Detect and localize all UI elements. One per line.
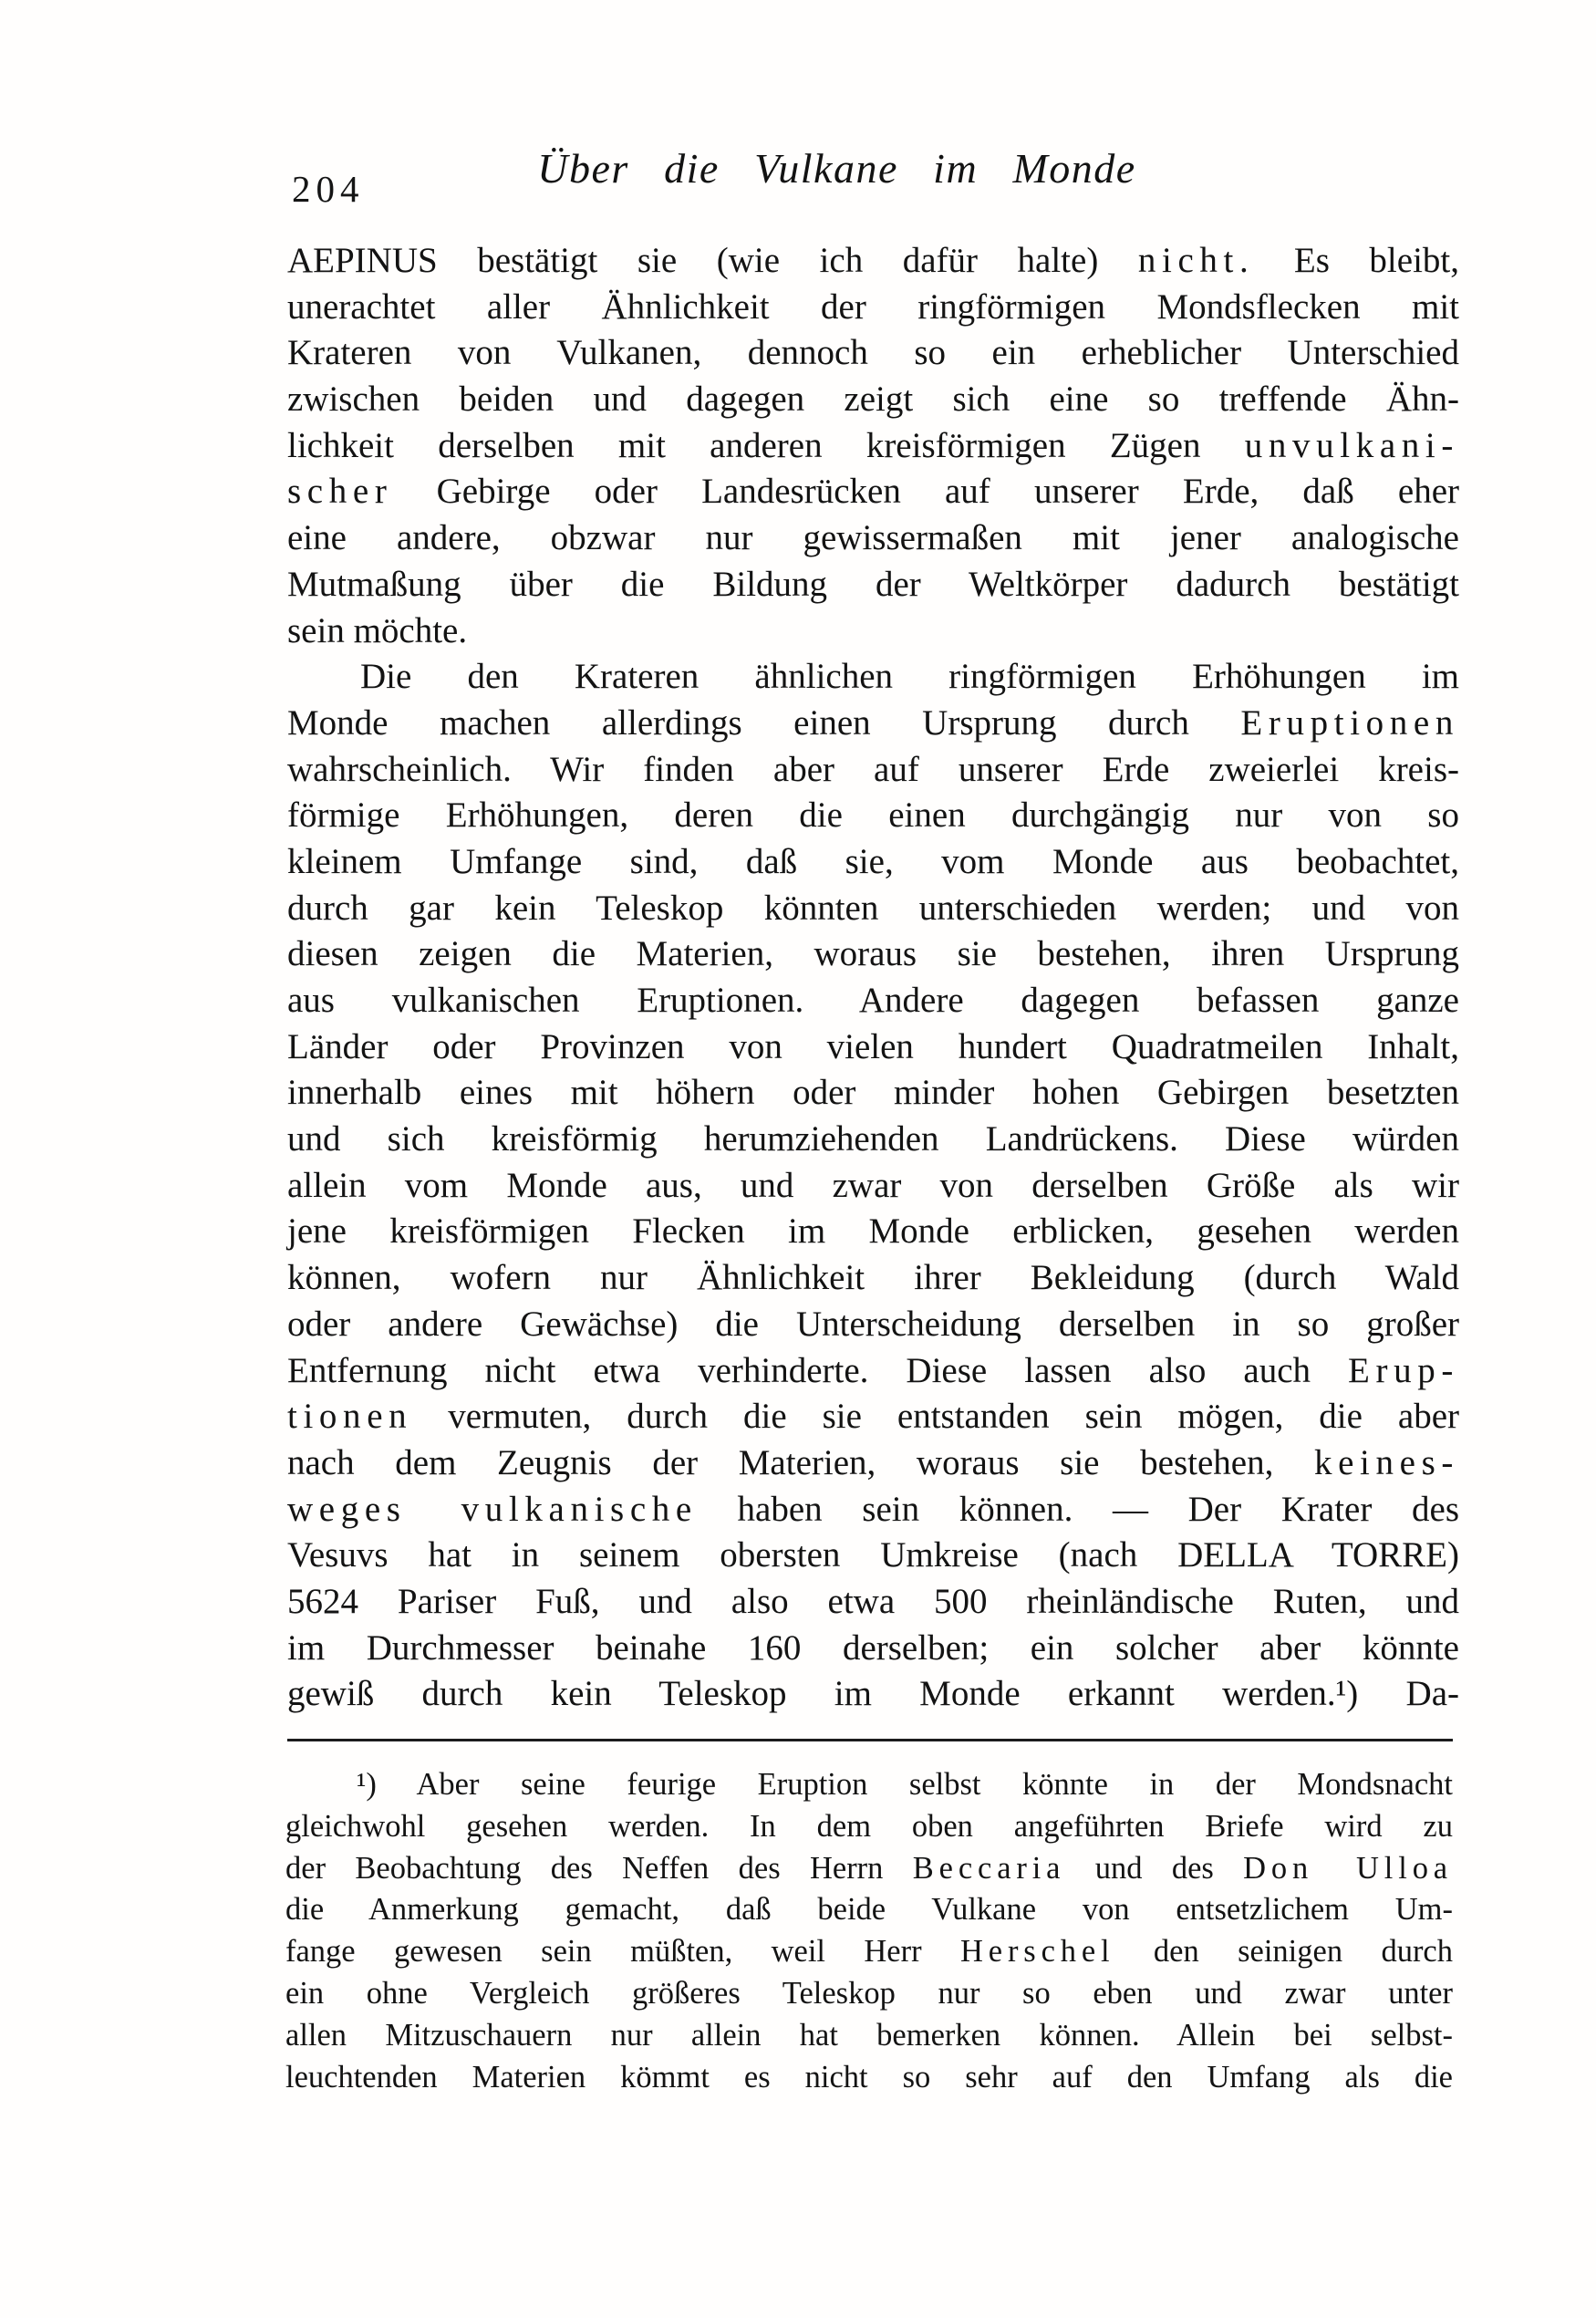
text-segment: AEPINUS bestätigt sie (wie ich dafür halte) [287, 241, 1138, 280]
text-segment: ¹) Aber seine feurige Eruption selbst könnte in der Mondsnacht [357, 1767, 1453, 1802]
text-segment: gleichwohl gesehen werden. In dem oben angeführten Briefe wird zu [285, 1808, 1453, 1844]
text-segment: wahrscheinlich. Wir finden aber auf unserer Erde zweierlei kreis- [287, 749, 1459, 789]
text-line [287, 1255, 1459, 1302]
text-segment: der Beobachtung des Neffen des Herrn [285, 1850, 913, 1886]
text-segment: allen Mitzuschauern nur allein hat bemerken können. Allein bei selbst- [285, 2017, 1453, 2053]
footnote-text [285, 1764, 1453, 2098]
body-text [287, 238, 1459, 1718]
text-segment: eine andere, obzwar nur gewissermaßen mit jener analogische [287, 518, 1459, 558]
text-line [287, 1579, 1459, 1626]
text-segment: lichkeit derselben mit anderen kreisförmigen Zügen [287, 425, 1245, 465]
text-segment: diesen zeigen die Materien, woraus sie bestehen, ihren Ursprung [287, 934, 1459, 974]
text-line [287, 931, 1459, 978]
letterspaced-emphasis: tionen [287, 1397, 413, 1437]
text-line [285, 1931, 1453, 1973]
text-segment: Vesuvs hat in seinem obersten Umkreise (nach DELLA TORRE) [287, 1535, 1459, 1575]
text-line [285, 1889, 1453, 1931]
text-segment: Die den Krateren ähnlichen ringförmigen Erhöhungen im [360, 657, 1459, 697]
text-segment: Monde machen allerdings einen Ursprung durch [287, 702, 1241, 743]
text-line [285, 2015, 1453, 2057]
text-line [287, 562, 1459, 608]
text-segment: zwischen beiden und dagegen zeigt sich eine so treffende Ähn- [287, 379, 1459, 420]
text-line [287, 978, 1459, 1024]
text-line [287, 330, 1459, 377]
text-line [287, 285, 1459, 331]
text-segment: den seinigen durch [1114, 1934, 1453, 1970]
text-line [287, 515, 1459, 562]
text-segment: im Durchmesser beinahe 160 derselben; ein solcher aber könnte [287, 1627, 1459, 1668]
text-segment: aus vulkanischen Eruptionen. Andere dagegen befassen ganze [287, 981, 1459, 1020]
text-line [285, 1806, 1453, 1848]
text-segment: fange gewesen sein müßten, weil Herr [285, 1934, 960, 1970]
text-line [287, 608, 1459, 655]
text-segment: Gebirge oder Landesrücken auf unserer Erde, daß eher [392, 472, 1459, 512]
text-segment: und des [1065, 1850, 1244, 1886]
text-segment: allein vom Monde aus, und zwar von derselben Größe als wir [287, 1165, 1459, 1205]
text-segment: förmige Erhöhungen, deren die einen durchgängig nur von so [287, 795, 1459, 836]
text-line [287, 1394, 1459, 1440]
text-line [287, 701, 1459, 747]
letterspaced-emphasis: Erup- [1348, 1350, 1459, 1390]
text-line [287, 1348, 1459, 1395]
letterspaced-emphasis: Beccaria [912, 1850, 1066, 1886]
text-line [287, 654, 1459, 701]
text-line [285, 1973, 1453, 2015]
text-line [287, 1117, 1459, 1163]
text-segment: können, wofern nur Ähnlichkeit ihrer Bekleidung (durch Wald [287, 1258, 1459, 1298]
text-segment: oder andere Gewächse) die Unterscheidung derselben in so großer [287, 1304, 1459, 1344]
text-line [287, 423, 1459, 470]
text-line [287, 1163, 1459, 1210]
text-line [287, 1024, 1459, 1071]
text-segment: Es bleibt, [1254, 241, 1459, 280]
text-segment: Krateren von Vulkanen, dennoch so ein erheblicher Unterschied [287, 333, 1459, 373]
text-line [287, 793, 1459, 839]
text-segment: leuchtenden Materien kömmt es nicht so sehr auf den Umfang als die [285, 2059, 1453, 2095]
text-segment: Entfernung nicht etwa verhinderte. Diese lassen also auch [287, 1350, 1349, 1390]
text-line [287, 1302, 1459, 1348]
letterspaced-emphasis: scher [287, 472, 393, 512]
text-line [287, 839, 1459, 886]
text-line [287, 377, 1459, 423]
text-line [287, 1070, 1459, 1117]
text-line [287, 1487, 1459, 1533]
text-line [287, 1626, 1459, 1672]
footnote-separator-rule [287, 1739, 1453, 1741]
text-segment: 5624 Pariser Fuß, und also etwa 500 rheinländische Ruten, und [287, 1581, 1459, 1621]
text-line [285, 1764, 1453, 1806]
letterspaced-emphasis: nicht. [1137, 241, 1255, 280]
text-segment: unerachtet aller Ähnlichkeit der ringförmigen Mondsflecken mit [287, 286, 1459, 327]
running-title: Über die Vulkane im Monde [537, 145, 1136, 192]
letterspaced-emphasis: Eruptionen [1240, 702, 1459, 743]
letterspaced-emphasis: keines- [1313, 1442, 1459, 1482]
text-line [287, 238, 1459, 285]
letterspaced-emphasis: Don Ulloa [1243, 1850, 1453, 1886]
text-line [287, 1440, 1459, 1487]
text-line [287, 1533, 1459, 1579]
letterspaced-emphasis: weges vulkanische [287, 1489, 698, 1529]
letterspaced-emphasis: unvulkani- [1244, 425, 1459, 465]
text-segment: Länder oder Provinzen von vielen hundert Quadratmeilen Inhalt, [287, 1026, 1459, 1066]
text-segment: die Anmerkung gemacht, daß beide Vulkane von entsetzlichem Um- [285, 1892, 1453, 1928]
text-line [287, 747, 1459, 794]
text-segment: jene kreisförmigen Flecken im Monde erblicken, gesehen werden [287, 1211, 1459, 1252]
text-line [287, 886, 1459, 932]
text-line [287, 469, 1459, 515]
letterspaced-emphasis: Herschel [959, 1934, 1115, 1970]
text-segment: haben sein können. — Der Krater des [697, 1489, 1459, 1529]
text-segment: und sich kreisförmig herumziehenden Landrückens. Diese würden [287, 1119, 1459, 1159]
text-line [287, 1209, 1459, 1255]
text-segment: Mutmaßung über die Bildung der Weltkörper dadurch bestätigt [287, 564, 1459, 604]
text-segment: gewiß durch kein Teleskop im Monde erkannt werden.¹) Da- [287, 1674, 1459, 1714]
text-segment: kleinem Umfange sind, daß sie, vom Monde aus beobachtet, [287, 841, 1459, 881]
text-line [285, 2057, 1453, 2099]
text-segment: durch gar kein Teleskop könnten unterschieden werden; und von [287, 888, 1459, 928]
page-number: 204 [292, 168, 365, 210]
text-line [287, 1671, 1459, 1718]
text-line [285, 1848, 1453, 1890]
text-segment: innerhalb eines mit höhern oder minder hohen Gebirgen besetzten [287, 1073, 1459, 1113]
text-segment: vermuten, durch die sie entstanden sein mögen, die aber [412, 1397, 1459, 1437]
text-segment: sein möchte. [287, 610, 468, 650]
text-segment: nach dem Zeugnis der Materien, woraus sie bestehen, [287, 1442, 1314, 1482]
text-segment: ein ohne Vergleich größeres Teleskop nur so eben und zwar unter [285, 1975, 1453, 2011]
